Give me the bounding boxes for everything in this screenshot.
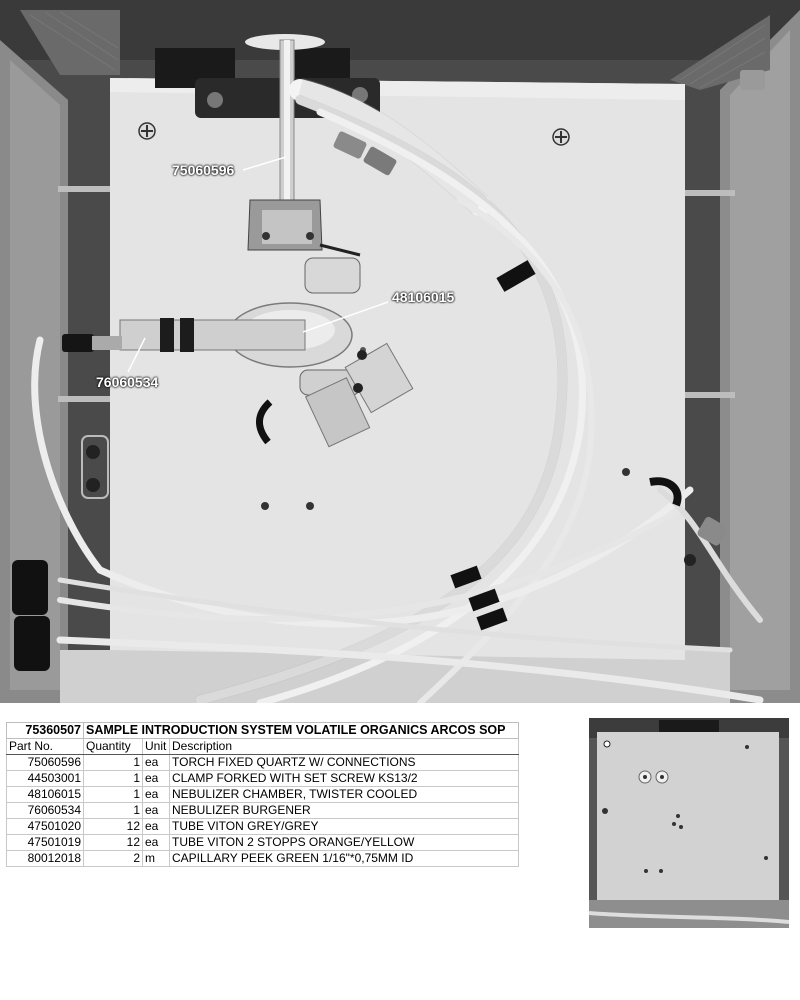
table-row bbox=[7, 803, 519, 819]
callout-chamber: 48106015 bbox=[392, 289, 455, 305]
parts-table bbox=[6, 722, 519, 867]
table-row bbox=[7, 787, 519, 803]
panel-back-photo bbox=[589, 718, 789, 928]
cell-unit: ea bbox=[143, 803, 170, 819]
cell-part-no: 75060596 bbox=[7, 755, 84, 771]
kit-row bbox=[7, 723, 519, 739]
table-row bbox=[7, 771, 519, 787]
cell-quantity: 2 bbox=[84, 851, 143, 867]
cell-description: CLAMP FORKED WITH SET SCREW KS13/2 bbox=[170, 771, 519, 787]
cell-unit: ea bbox=[143, 787, 170, 803]
cell-part-no: 47501019 bbox=[7, 835, 84, 851]
table-row bbox=[7, 835, 519, 851]
cell-quantity: 1 bbox=[84, 771, 143, 787]
cell-quantity: 1 bbox=[84, 755, 143, 771]
table-row bbox=[7, 819, 519, 835]
cell-description: TUBE VITON 2 STOPPS ORANGE/YELLOW bbox=[170, 835, 519, 851]
cell-description: CAPILLARY PEEK GREEN 1/16"*0,75MM ID bbox=[170, 851, 519, 867]
cell-description: NEBULIZER CHAMBER, TWISTER COOLED bbox=[170, 787, 519, 803]
cell-unit: ea bbox=[143, 819, 170, 835]
header-description: Description bbox=[170, 739, 519, 755]
cell-quantity: 12 bbox=[84, 835, 143, 851]
cell-description: TORCH FIXED QUARTZ W/ CONNECTIONS bbox=[170, 755, 519, 771]
cell-unit: ea bbox=[143, 771, 170, 787]
table-header-row bbox=[7, 739, 519, 755]
kit-part-no: 75360507 bbox=[7, 723, 84, 739]
table-row bbox=[7, 755, 519, 771]
cell-part-no: 80012018 bbox=[7, 851, 84, 867]
cell-unit: ea bbox=[143, 755, 170, 771]
table-row bbox=[7, 851, 519, 867]
header-part-no: Part No. bbox=[7, 739, 84, 755]
header-quantity: Quantity bbox=[84, 739, 143, 755]
cell-quantity: 12 bbox=[84, 819, 143, 835]
cell-description: TUBE VITON GREY/GREY bbox=[170, 819, 519, 835]
cell-quantity: 1 bbox=[84, 787, 143, 803]
cell-part-no: 76060534 bbox=[7, 803, 84, 819]
cell-unit: m bbox=[143, 851, 170, 867]
cell-description: NEBULIZER BURGENER bbox=[170, 803, 519, 819]
header-unit: Unit bbox=[143, 739, 170, 755]
callout-nebulizer: 76060534 bbox=[96, 374, 159, 390]
cell-part-no: 47501020 bbox=[7, 819, 84, 835]
callout-torch: 75060596 bbox=[172, 162, 235, 178]
kit-title: SAMPLE INTRODUCTION SYSTEM VOLATILE ORGANICS ARCOS SOP bbox=[84, 723, 519, 739]
cell-unit: ea bbox=[143, 835, 170, 851]
cell-quantity: 1 bbox=[84, 803, 143, 819]
cell-part-no: 48106015 bbox=[7, 787, 84, 803]
cell-part-no: 44503001 bbox=[7, 771, 84, 787]
